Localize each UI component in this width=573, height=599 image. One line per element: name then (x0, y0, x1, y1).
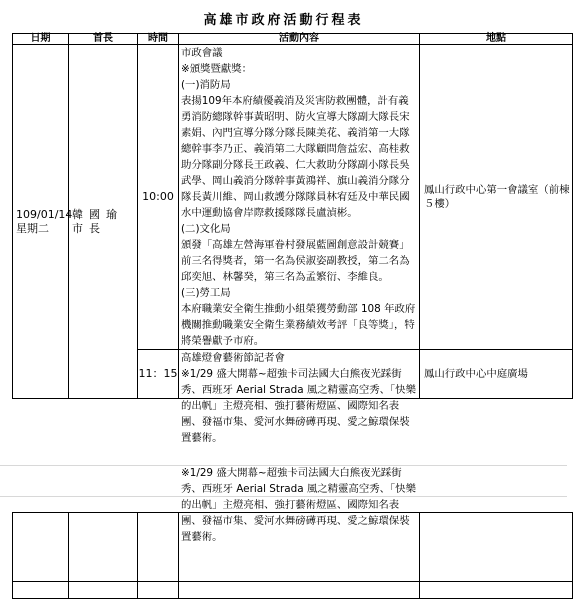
content-line: (二)文化局 (181, 223, 231, 235)
content-line: 市政會議 (181, 47, 223, 59)
content-cell (179, 45, 420, 350)
header-location: 地點 (420, 34, 573, 45)
content-line: (一)消防局 (181, 79, 231, 91)
time-cell: 10:00 (138, 45, 179, 350)
header-content: 活動內容 (179, 34, 420, 45)
schedule-table-continued (12, 467, 573, 599)
header-head: 首長 (69, 34, 138, 45)
content-line: ※頒獎暨獻獎： (181, 63, 253, 75)
location-cell: 鳳山行政中心第一會議室（前棟５樓） (420, 45, 573, 350)
table-row (13, 45, 573, 350)
header-date: 日期 (13, 34, 69, 45)
header-row (13, 34, 573, 45)
content-cell (179, 467, 420, 582)
schedule-title: 高雄市政府活動行程表 (203, 13, 364, 28)
content-cell (179, 350, 420, 444)
schedule-table (12, 33, 573, 444)
header-time: 時間 (138, 34, 179, 45)
content-line: 高雄燈會藝術節記者會 (181, 352, 285, 364)
content-line: 本府職業安全衛生推動小組榮獲勞動部 108 年政府機關推動職業安全衛生業務績效考評「良等獎」，特將榮譽獻予市府。 (181, 303, 416, 347)
head-cell: 韓國瑜市長 (69, 45, 138, 399)
content-line: (三)勞工局 (181, 287, 231, 299)
content-line: ※1/29 盛大開幕~超強卡司法國大白熊夜光踩街秀、西班牙 Aerial Strada 風之精靈高空秀、「快樂的出帆」主燈亮相、強打藝術燈區、國際知名表團、發福市集、愛河水舞磅礡再現、愛之鯨環保裝置藝術。 (181, 368, 416, 444)
content-line: 頒發「高雄左營海軍眷村發展藍圖創意設計競賽」前三名得獎者，第一名為侯淑姿副教授，第二名為邱奕旭、林馨癸，第三名為孟繁衍、李維良。 (181, 239, 410, 283)
table-row (13, 513, 573, 582)
time-cell: 11：15 (138, 350, 179, 399)
date-cell: 109/01/14 星期二 (13, 45, 69, 399)
content-line: 表揚109年本府績優義消及災害防救團體，計有義勇消防總隊幹事黃昭明、防火宣導大隊副大隊長宋素娟、內門宣導分隊分隊長陳美花、義消第一大隊總幹事李乃正、義消第二大隊顧問詹益宏、高桂救助分隊副分隊長王政義、仁大救助分隊副小隊長吳武學、岡山義消分隊幹事黃鴻祥、旗山義消分隊分隊長黃川維、岡山救護分隊隊員林宥廷及中華民國水中運動協會岸際救援隊隊長盧湞彬。 (181, 95, 410, 219)
location-cell: 鳳山行政中心中庭廣場 (420, 350, 573, 399)
content-line: ※1/29 盛大開幕~超強卡司法國大白熊夜光踩街秀、西班牙 Aerial Strada 風之精靈高空秀、「快樂的出帆」主燈亮相、強打藝術燈區、國際知名表團、發福市集、愛河水舞磅礡再現、愛之鯨環保裝置藝術。 (181, 467, 416, 543)
